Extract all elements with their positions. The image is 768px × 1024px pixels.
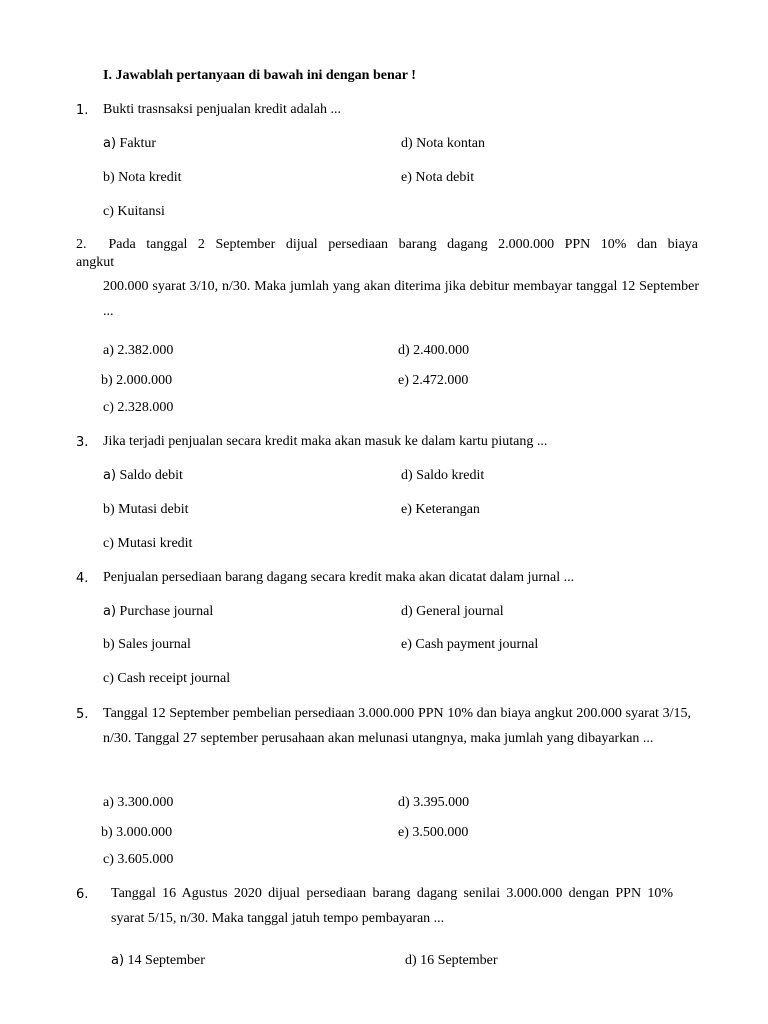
question-5-number: 5.: [76, 707, 89, 722]
option-4d: [401, 604, 504, 620]
option-label: b): [103, 170, 115, 185]
option-text: 3.605.000: [117, 852, 174, 867]
option-4b: [103, 637, 191, 653]
option-text: 3.500.000: [412, 825, 469, 840]
option-text: Cash receipt journal: [117, 671, 231, 686]
option-text: Nota kredit: [118, 170, 182, 185]
question-3-text: Jika terjadi penjualan secara kredit maka akan masuk ke dalam kartu piutang ...: [103, 434, 548, 449]
option-label: c): [103, 204, 114, 219]
option-3a: [103, 468, 183, 484]
option-3b: [103, 502, 189, 518]
option-text: Sales journal: [118, 637, 191, 652]
option-text: 2.382.000: [117, 343, 174, 358]
option-text: 2.000.000: [116, 373, 173, 388]
option-label: d): [405, 953, 417, 968]
option-label: d): [401, 136, 413, 151]
option-4c: [103, 671, 230, 687]
option-2d: [398, 343, 469, 359]
option-2e: [398, 373, 468, 389]
option-5e: [398, 825, 468, 841]
question-5-text: Tanggal 12 September pembelian persediaan 3.000.000 PPN 10% dan biaya angkut 200.000 syarat 3/15, n/30. Tanggal 27 september perusahaan akan melunasi utangnya, maka jumlah yang dibayarkan ...: [103, 706, 691, 746]
question-2-number: 2.: [76, 237, 87, 252]
option-label: a): [103, 136, 117, 151]
option-label: c): [103, 400, 114, 415]
option-1b: [103, 170, 182, 186]
question-6-number: 6.: [76, 887, 89, 902]
option-6a: [111, 953, 205, 969]
option-5d: [398, 795, 469, 811]
option-label: e): [401, 502, 412, 517]
option-3e: [401, 502, 480, 518]
option-text: Mutasi debit: [118, 502, 189, 517]
option-label: a): [103, 795, 114, 810]
option-5a: [103, 795, 173, 811]
section-title: I. Jawablah pertanyaan di bawah ini dengan benar !: [103, 68, 416, 83]
question-4-text: Penjualan persediaan barang dagang secara kredit maka akan dicatat dalam jurnal ...: [103, 570, 575, 585]
option-label: c): [103, 671, 114, 686]
option-text: Faktur: [119, 136, 157, 151]
option-3d: [401, 468, 484, 484]
question-6-text: Tanggal 16 Agustus 2020 dijual persediaan barang dagang senilai 3.000.000 dengan PPN 10% syarat 5/15, n/30. Maka tanggal jatuh tempo pembayaran ...: [111, 886, 673, 926]
option-1e: [401, 170, 474, 186]
option-label: d): [398, 795, 410, 810]
option-6d: [405, 953, 498, 969]
option-2c: [103, 400, 173, 416]
option-3c: [103, 536, 192, 552]
option-text: 2.328.000: [117, 400, 174, 415]
option-label: c): [103, 536, 114, 551]
question-3-number: 3.: [76, 435, 89, 450]
option-4a: [103, 604, 213, 620]
option-1d: [401, 136, 485, 152]
option-1c: [103, 204, 165, 220]
option-text: Nota kontan: [416, 136, 485, 151]
option-text: Purchase journal: [119, 604, 214, 619]
option-text: Mutasi kredit: [117, 536, 193, 551]
option-label: e): [398, 825, 409, 840]
option-text: Keterangan: [415, 502, 480, 517]
option-text: General journal: [416, 604, 504, 619]
option-text: 16 September: [420, 953, 498, 968]
option-label: a): [103, 343, 114, 358]
option-label: a): [111, 953, 125, 968]
question-2-text-continued: 200.000 syarat 3/10, n/30. Maka jumlah yang akan diterima jika debitur membayar tanggal 12 September ...: [103, 279, 699, 319]
option-label: a): [103, 604, 117, 619]
option-5b: [101, 825, 172, 841]
option-label: b): [103, 502, 115, 517]
option-text: Saldo kredit: [416, 468, 485, 483]
option-text: 14 September: [127, 953, 205, 968]
option-label: b): [101, 825, 113, 840]
option-2a: [103, 343, 173, 359]
option-text: 3.395.000: [413, 795, 470, 810]
option-label: a): [103, 468, 117, 483]
question-2-first-line: [76, 237, 698, 253]
question-1-text: Bukti trasnsaksi penjualan kredit adalah ...: [103, 102, 341, 117]
option-text: Cash payment journal: [415, 637, 539, 652]
option-text: 3.300.000: [117, 795, 174, 810]
option-label: e): [401, 637, 412, 652]
option-1a: [103, 136, 156, 152]
option-2b: [101, 373, 172, 389]
option-5c: [103, 852, 173, 868]
option-label: b): [103, 637, 115, 652]
option-label: d): [401, 468, 413, 483]
option-label: b): [101, 373, 113, 388]
question-4-number: 4.: [76, 571, 89, 586]
option-label: d): [398, 343, 410, 358]
option-label: c): [103, 852, 114, 867]
option-text: 2.472.000: [412, 373, 469, 388]
option-4e: [401, 637, 538, 653]
option-text: Kuitansi: [117, 204, 165, 219]
option-text: 2.400.000: [413, 343, 470, 358]
option-text: Saldo debit: [119, 468, 183, 483]
option-text: Nota debit: [415, 170, 475, 185]
option-label: d): [401, 604, 413, 619]
question-2-text-tail: angkut: [76, 255, 115, 270]
option-text: 3.000.000: [116, 825, 173, 840]
option-label: e): [401, 170, 412, 185]
question-1-number: 1.: [76, 103, 89, 118]
question-2-text: Pada tanggal 2 September dijual persediaan barang dagang 2.000.000 PPN 10% dan biaya: [108, 237, 698, 252]
option-label: e): [398, 373, 409, 388]
